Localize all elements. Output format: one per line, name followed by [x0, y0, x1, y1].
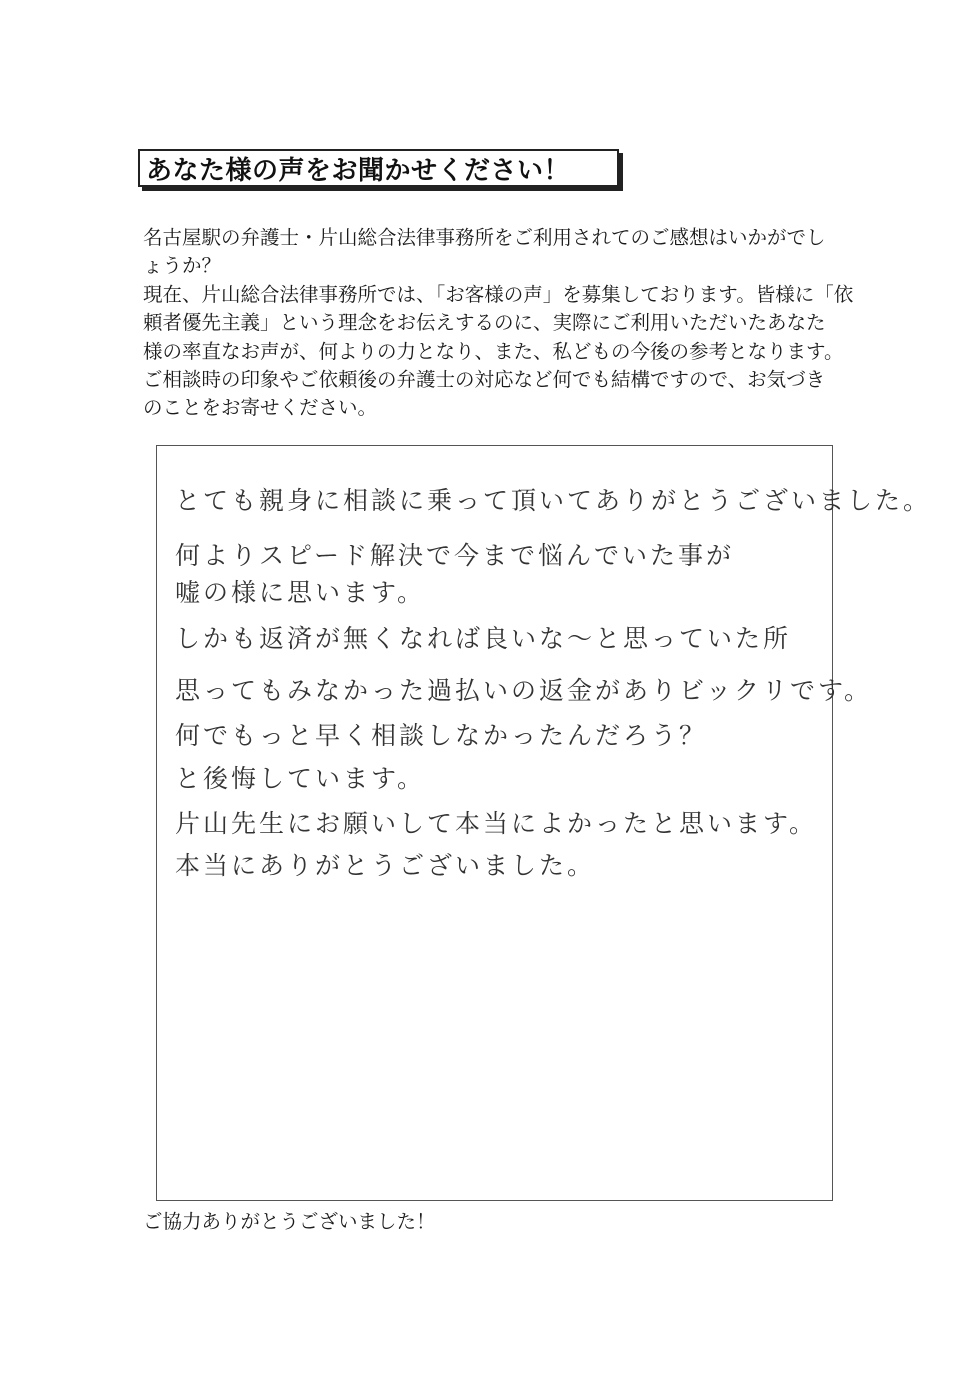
intro-line: ょうか？ [143, 254, 222, 278]
handwritten-line: しかも返済が無くなれば良いな～と思っていた所 [175, 624, 792, 653]
intro-paragraph [143, 224, 854, 423]
handwritten-line: 何でもっと早く相談しなかったんだろう？ [175, 721, 708, 750]
page-title: あなた様の声をお聞かせください！ [146, 155, 571, 186]
intro-line: 名古屋駅の弁護士・片山総合法律事務所をご利用されてのご感想はいかがでし [143, 226, 826, 249]
intro-line: 現在、片山総合法律事務所では、「お客様の声」を募集しております。皆様に「依 [143, 282, 854, 306]
handwritten-answer [157, 446, 932, 1200]
handwritten-line: 嘘の様に思います。 [175, 578, 426, 607]
closing-message: ご協力ありがとうございました！ [143, 1210, 436, 1233]
handwritten-line: と後悔しています。 [175, 764, 426, 793]
intro-line: のことをお寄せください。 [143, 396, 378, 420]
title-box [138, 149, 619, 187]
intro-line: 様の率直なお声が、何よりの力となり、また、私どもの今後の参考となります。 [143, 339, 844, 363]
intro-line: ご相談時の印象やご依頼後の弁護士の対応など何でも結構ですので、お気づき [143, 368, 826, 392]
intro-line: 頼者優先主義」という理念をお伝えするのに、実際にご利用いただいたあなた [143, 311, 826, 335]
handwritten-answer-box [156, 445, 932, 1201]
handwritten-line: 片山先生にお願いして本当によかったと思います。 [175, 809, 818, 838]
handwritten-line: 本当にありがとうございました。 [175, 851, 596, 880]
handwritten-line: 思ってもみなかった過払いの返金がありビックリです。 [175, 676, 873, 705]
handwritten-line: 何よりスピード解決で今まで悩んでいた事が [175, 541, 735, 570]
handwritten-line: とても親身に相談に乗って頂いてありがとうございました。 [175, 486, 932, 515]
